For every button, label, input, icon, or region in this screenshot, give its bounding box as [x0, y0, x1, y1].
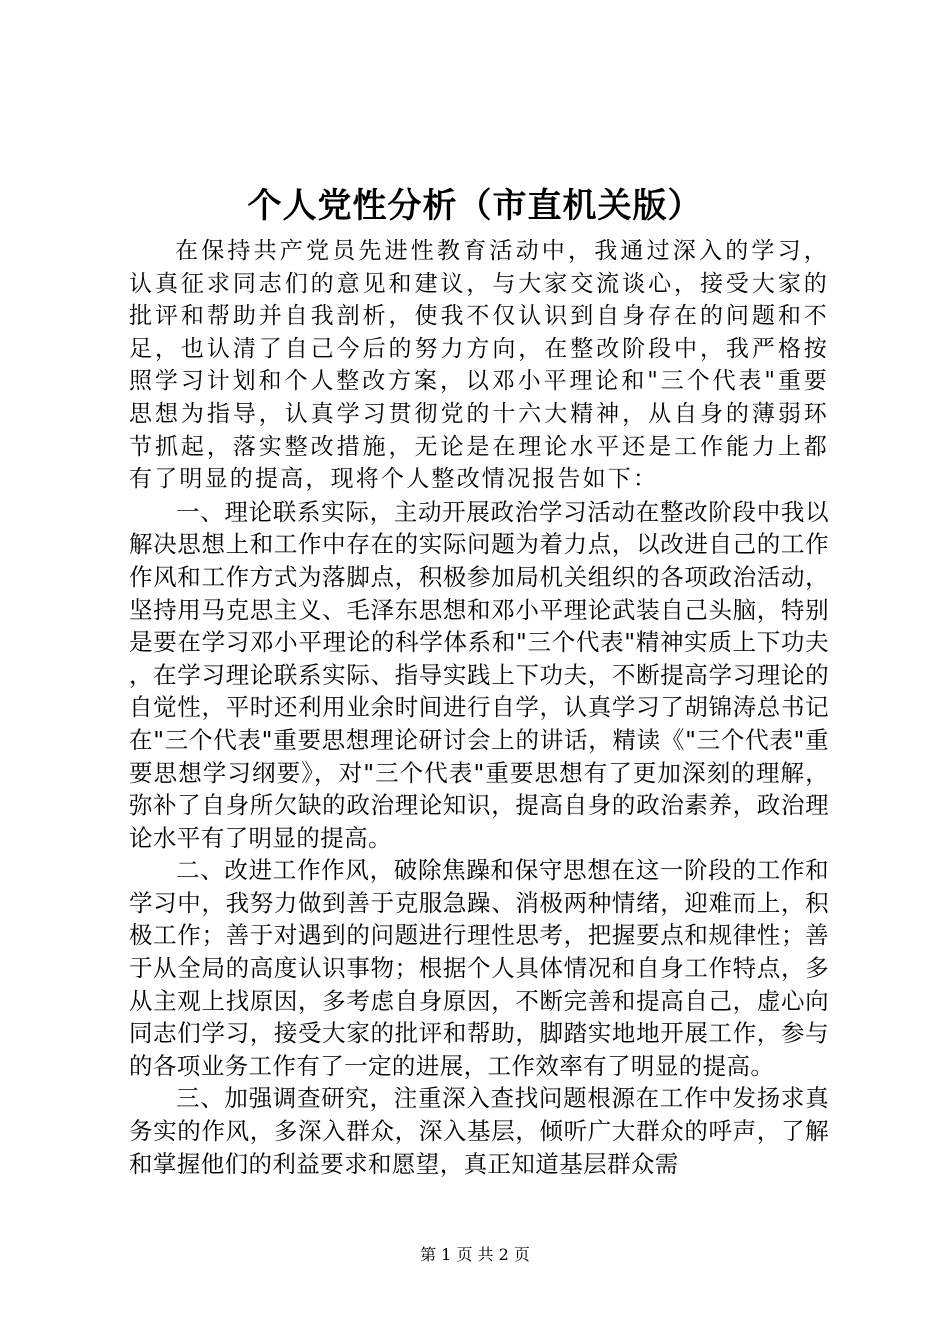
paragraph-section-3: 三、加强调查研究，注重深入查找问题根源在工作中发扬求真务实的作风，多深入群众，深入基层，倾听广大群众的呼声，了解和掌握他们的利益要求和愿望，真正知道基层群众需	[129, 1084, 829, 1178]
page-footer: 第 1 页 共 2 页	[420, 1245, 530, 1264]
document-title: 个人党性分析（市直机关版）	[247, 186, 703, 226]
document-body	[129, 235, 829, 1180]
paragraph-intro: 在保持共产党员先进性教育活动中，我通过深入的学习，认真征求同志们的意见和建议，与大家交流谈心，接受大家的批评和帮助并自我剖析，使我不仅认识到自身存在的问题和不足，也认清了自己今后的努力方向，在整改阶段中，我严格按照学习计划和个人整改方案，以邓小平理论和"三个代表"重要思想为指导，认真学习贯彻党的十六大精神，从自身的薄弱环节抓起，落实整改措施，无论是在理论水平还是工作能力上都有了明显的提高，现将个人整改情况报告如下：	[129, 238, 829, 493]
paragraph-section-2: 二、改进工作作风，破除焦躁和保守思想在这一阶段的工作和学习中，我努力做到善于克服急躁、消极两种情绪，迎难而上，积极工作；善于对遇到的问题进行理性思考，把握要点和规律性；善于从全局的高度认识事物；根据个人具体情况和自身工作特点，多从主观上找原因，多考虑自身原因，不断完善和提高自己，虚心向同志们学习，接受大家的批评和帮助，脚踏实地地开展工作，参与的各项业务工作有了一定的进展，工作效率有了明显的提高。	[129, 856, 829, 1080]
paragraph-section-1: 一、理论联系实际，主动开展政治学习活动在整改阶段中我以解决思想上和工作中存在的实际问题为着力点，以改进自己的工作作风和工作方式为落脚点，积极参加局机关组织的各项政治活动，坚持用马克思主义、毛泽东思想和邓小平理论武装自己头脑，特别是要在学习邓小平理论的科学体系和"三个代表"精神实质上下功夫，在学习理论联系实际、指导实践上下功夫，不断提高学习理论的自觉性，平时还利用业余时间进行自学，认真学习了胡锦涛总书记在"三个代表"重要思想理论研讨会上的讲话，精读《"三个代表"重要思想学习纲要》，对"三个代表"重要思想有了更加深刻的理解，弥补了自身所欠缺的政治理论知识，提高自身的政治素养，政治理论水平有了明显的提高。	[129, 497, 829, 852]
